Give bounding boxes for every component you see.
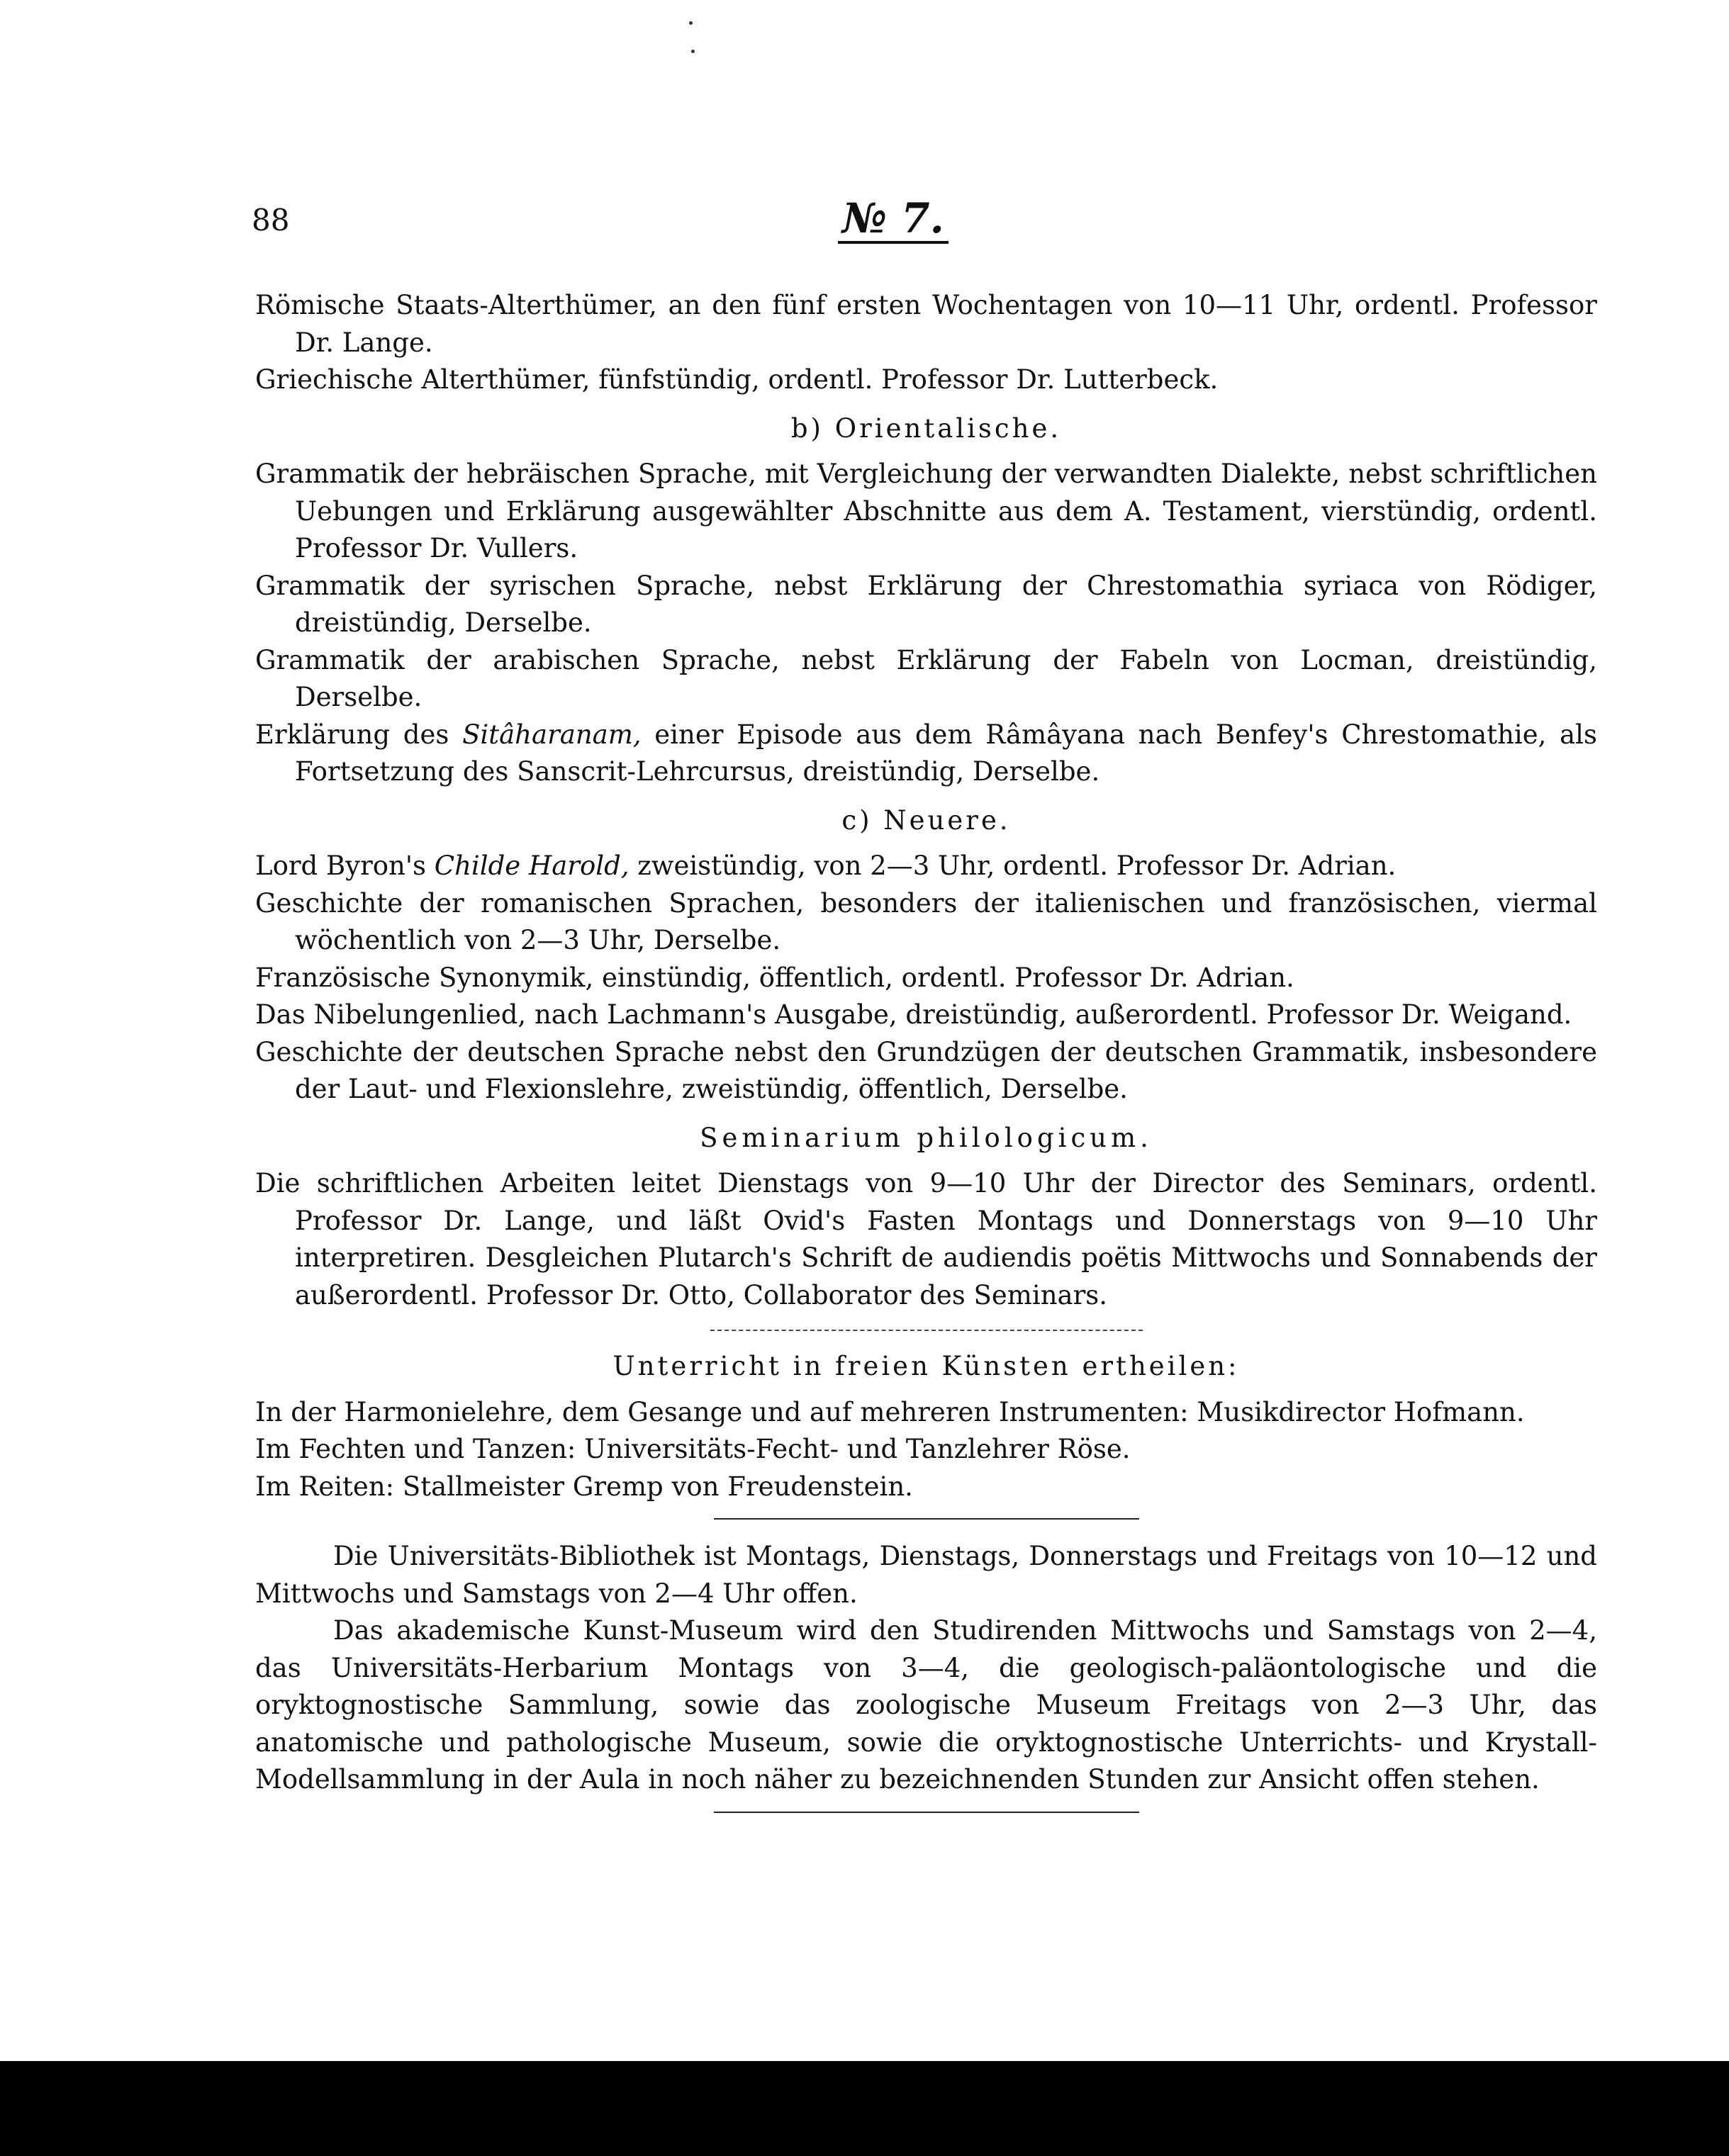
section-heading-orientalische: b) Orientalische. [790,412,1062,444]
list-item: Geschichte der deutschen Sprache nebst den Grundzügen der deutschen Grammatik, insbesondere der Laut- und Flexionslehre, zweistündig, öffentlich, Derselbe. [255,1036,1597,1104]
list-item: Grammatik der hebräischen Sprache, mit Vergleichung der verwandten Dialekte, nebst schriftlichen Uebungen und Erklärung ausgewählter Abschnitte aus dem A. Testament, vierstündig, ordentl. Professor Dr. Vullers. [255,459,1597,563]
scan-speck [689,21,693,25]
entry-text: einer Episode aus dem Râmâyana nach Benfey's Chrestomathie, als Fortsetzung des Sanscrit-Lehrcursus, dreistündig, Derselbe. [295,719,1598,787]
list-item: Im Reiten: Stallmeister Gremp von Freudenstein. [255,1471,913,1502]
section-heading-neuere: c) Neuere. [841,804,1011,836]
divider [714,1812,1139,1813]
list-item: Das Nibelungenlied, nach Lachmann's Ausgabe, dreistündig, außerordentl. Professor Dr. Weigand. [255,999,1572,1030]
section-heading-kuenste: Unterricht in freien Künsten ertheilen: [612,1351,1240,1381]
page-number: 88 [252,203,290,237]
museum-paragraph: Das akademische Kunst-Museum wird den Studirenden Mittwochs und Samstags von 2—4, das Universitäts-Herbarium Montags von 3—4, die geologisch-paläontologische und die oryktognostische Sammlung, sowie das zoologische Museum Freitags von 2—3 Uhr, das anatomische und pathologische Museum, sowie die oryktognostische Unterrichts- und Krystall-Modellsammlung in der Aula in noch näher zu bezeichnenden Stunden zur Ansicht offen stehen. [255,1615,1597,1795]
seminarium-text: Die schriftlichen Arbeiten leitet Dienstags von 9—10 Uhr der Director des Seminars, ordentl. Professor Dr. Lange, und läßt Ovid's Fasten Montags und Donnerstags von 9—10 Uhr interpretiren. Desgleichen Plutarch's Schrift de audiendis poëtis Mittwochs und Sonnabends der außerordentl. Professor Dr. Otto, Collaborator des Seminars. [255,1168,1597,1310]
divider [710,1330,1143,1331]
list-item: Geschichte der romanischen Sprachen, besonders der italienischen und französischen, viermal wöchentlich von 2—3 Uhr, Derselbe. [255,887,1597,955]
scan-border [0,2061,1729,2156]
section-heading-seminarium: Seminarium philologicum. [700,1122,1153,1153]
page-body [255,287,1597,1826]
list-item [255,717,1597,791]
list-item: Französische Synonymik, einstündig, öffentlich, ordentl. Professor Dr. Adrian. [255,962,1294,993]
scan-speck [691,50,695,53]
work-title: Childe Harold, [434,850,630,881]
list-item: In der Harmonielehre, dem Gesange und auf mehreren Instrumenten: Musikdirector Hofmann. [255,1396,1525,1427]
list-item: Im Fechten und Tanzen: Universitäts-Fecht- und Tanzlehrer Röse. [255,1434,1131,1464]
issue-number: № 7. [838,196,949,244]
list-item: Römische Staats-Alterthümer, an den fünf ersten Wochentagen von 10—11 Uhr, ordentl. Professor Dr. Lange. [255,290,1597,358]
work-title: Sitâharanam, [462,719,642,750]
library-paragraph: Die Universitäts-Bibliothek ist Montags, Dienstags, Donnerstags und Freitags von 10—12 und Mittwochs und Samstags von 2—4 Uhr offen. [255,1541,1597,1609]
list-item: Griechische Alterthümer, fünfstündig, ordentl. Professor Dr. Lutterbeck. [255,364,1219,395]
entry-text: Erklärung des [255,719,463,750]
entry-text: Lord Byron's [255,850,435,881]
list-item [255,848,1597,885]
divider [714,1518,1139,1520]
list-item: Grammatik der syrischen Sprache, nebst Erklärung der Chrestomathia syriaca von Rödiger, dreistündig, Derselbe. [255,570,1597,638]
list-item: Grammatik der arabischen Sprache, nebst Erklärung der Fabeln von Locman, dreistündig, Derselbe. [255,644,1597,712]
entry-text: zweistündig, von 2—3 Uhr, ordentl. Professor Dr. Adrian. [629,850,1397,881]
